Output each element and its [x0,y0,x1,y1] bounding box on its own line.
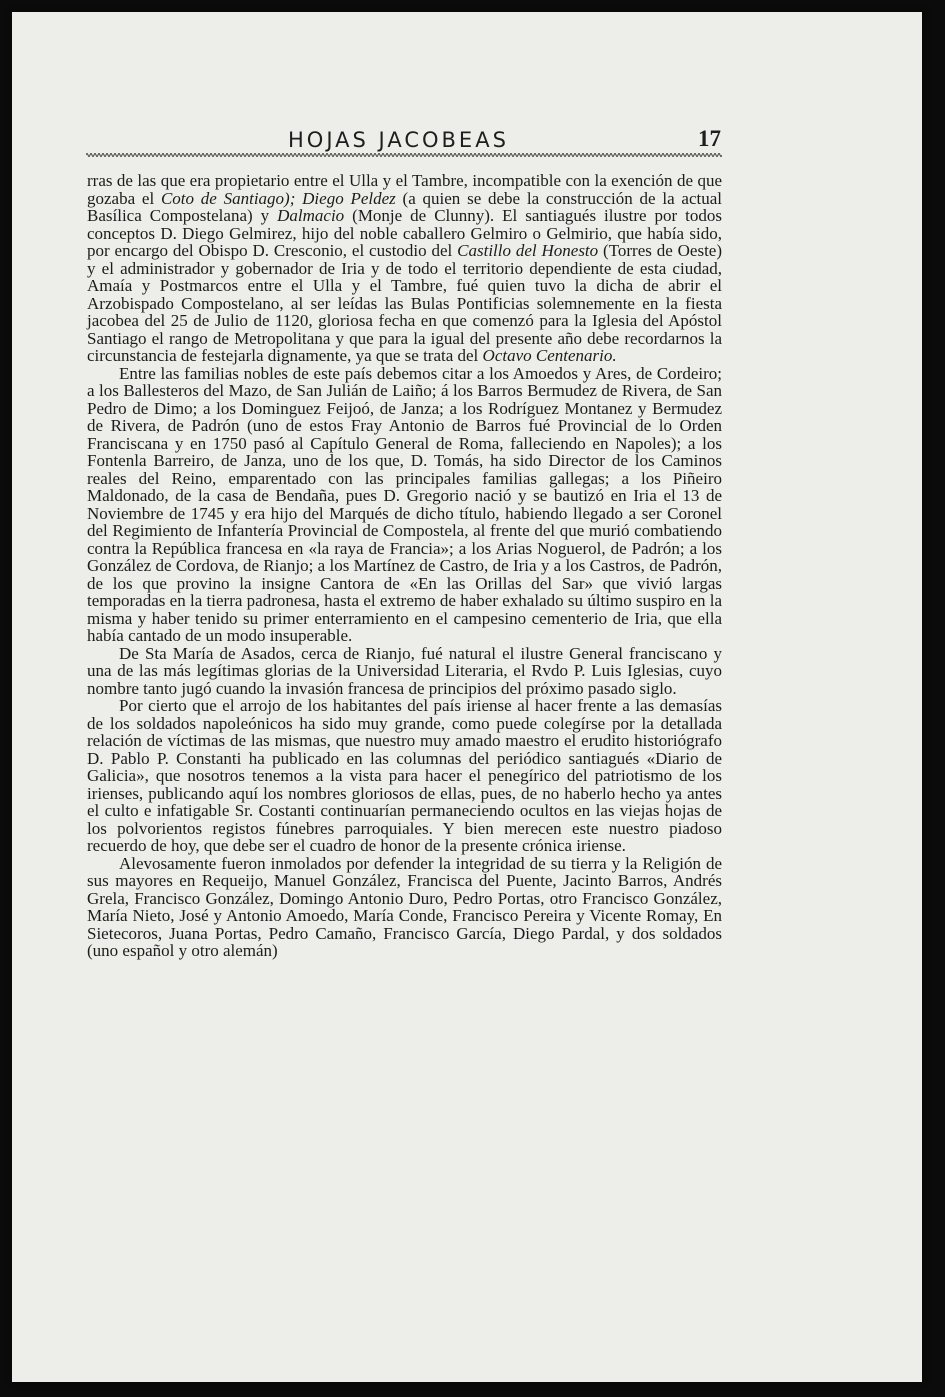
text-run: (Monje de Clunny). El santiagués ilustre por todos conceptos D. Diego Gelmirez, hijo del noble caballero Gelmiro o Gelmirio, que había sido, por encargo del Obispo D. Cresconio, el custodio del [87,206,722,260]
italic-text: Dalmacio [277,206,345,225]
italic-text: Castillo del Honesto [457,241,599,260]
paragraph [87,697,722,855]
page-header [12,122,922,158]
paragraph [87,855,722,960]
page-number: 17 [698,126,721,151]
decorative-wavy-rule [86,152,722,158]
text-run: De Sta María de Asados, cerca de Rianjo, fué natural el ilustre General franciscano y una de las más legítimas glorias de la Universidad Literaria, el Rvdo P. Luis Iglesias, cuyo nombre tanto jugó cuando la invasión francesa de principios del próximo pasado siglo. [87,643,722,698]
italic-text: Octavo Centenario. [482,346,617,365]
text-run: (Torres de Oeste) y el administrador y gobernador de Iria y de todo el territorio dependiente de esta ciudad, Amaía y Postmarcos entre el Ulla y el Tambre, fué quien tuvo la dicha de abrir el Arzobispado Compostelano, al ser leídas las Bulas Pontificias solemnemente en la fiesta jacobea del 25 de Julio de 1120, gloriosa fecha en que comenzó para la Iglesia del Apóstol Santiago el rango de Metropolitana y que para la igual del presente año debe recordarnos la circunstancia de festejarla dignamente, ya que se trata del [87,241,723,365]
paragraph [87,645,722,698]
body-text [87,172,722,960]
text-run: Entre las familias nobles de este país debemos citar a los Amoedos y Ares, de Cordeiro; a los Ballesteros del Mazo, de San Julián de Laiño; á los Barros Bermudez de Rivera, de San Pedro de Dimo; a los Dominguez Feijoó, de Janza; a los Rodríguez Montanez y Bermudez de Rivera, de Padrón (uno de estos Fray Antonio de Barros fué Provincial de lo Orden Franciscana y en 1750 pasó al Capítulo General de Roma, falleciendo en Napoles); a los Fontenla Barreiro, de Janza, uno de los que, D. Tomás, ha sido Director de los Caminos reales del Reino, emparentado con las principales familias gallegas; a los Piñeiro Maldonado, de la casa de Bendaña, pues D. Gregorio nació y se bautizó en Iria el 13 de Noviembre de 1745 y era hijo del Marqués de dicho título, habiendo llegado a ser Coronel del Regimiento de Infantería Provincial de Compostela, al frente del que murió combatiendo contra la República francesa en «la raya de Francia»; a los Arias Noguerol, de Padrón; a los González de Cordova, de Rianjo; a los Martínez de Castro, de Iria y a los Castros, de Padrón, de los que provino la insigne Cantora de «En las Orillas del Sar» que vivió largas temporadas en la tierra padronesa, hasta el extremo de haber exhalado su último suspiro en la misma y haber tenido su primer enterramiento en el campesino cementerio de Iria, que ella había cantado de un modo insuperable. [87,363,722,645]
text-run: rras de las que era propietario entre el Ulla y el Tambre, incompatible con la exención de que gozaba el [87,171,722,208]
running-title: HOJAS JACOBEAS [288,128,509,152]
paragraph [87,172,722,365]
text-run: Alevosamente fueron inmolados por defender la integridad de su tierra y la Religión de sus mayores en Requeijo, Manuel González, Francisca del Puente, Jacinto Barros, Andrés Grela, Francisco González, Domingo Antonio Duro, Pedro Portas, otro Francisco González, María Nieto, José y Antonio Amoedo, María Conde, Francisco Pereira y Vicente Romay, En Sietecoros, Juana Portas, Pedro Camaño, Francisco García, Diego Pardal, y dos soldados (uno español y otro alemán) [87,853,722,960]
text-run: (a quien se debe la construcción de la actual Basílica Compostelana) y [87,188,722,225]
book-page [12,12,922,1382]
text-run: Por cierto que el arrojo de los habitantes del país iriense al hacer frente a las demasías de los soldados napoleónicos ha sido muy grande, como puede colegírse por la detallada relación de víctimas de las mismas, que nuestro muy amado maestro el erudito historiógrafo D. Pablo P. Constanti ha publicado en las columnas del periódico santiagués «Diario de Galicia», que nosotros tenemos a la vista para hacer el penegírico del patriotismo de los irienses, publicando aquí los nombres gloriosos de ellas, pues, de no haberlo hecho ya antes el culto e infatigable Sr. Costanti continuarían permaneciendo ocultos en las viejas hojas de los polvorientos registos fúnebres parroquiales. Y bien merecen este nuestro piadoso recuerdo de hoy, que debe ser el cuadro de honor de la presente crónica iriense. [87,696,722,855]
paragraph [87,365,722,645]
italic-text: Coto de Santiago); Diego Peldez [160,188,396,208]
